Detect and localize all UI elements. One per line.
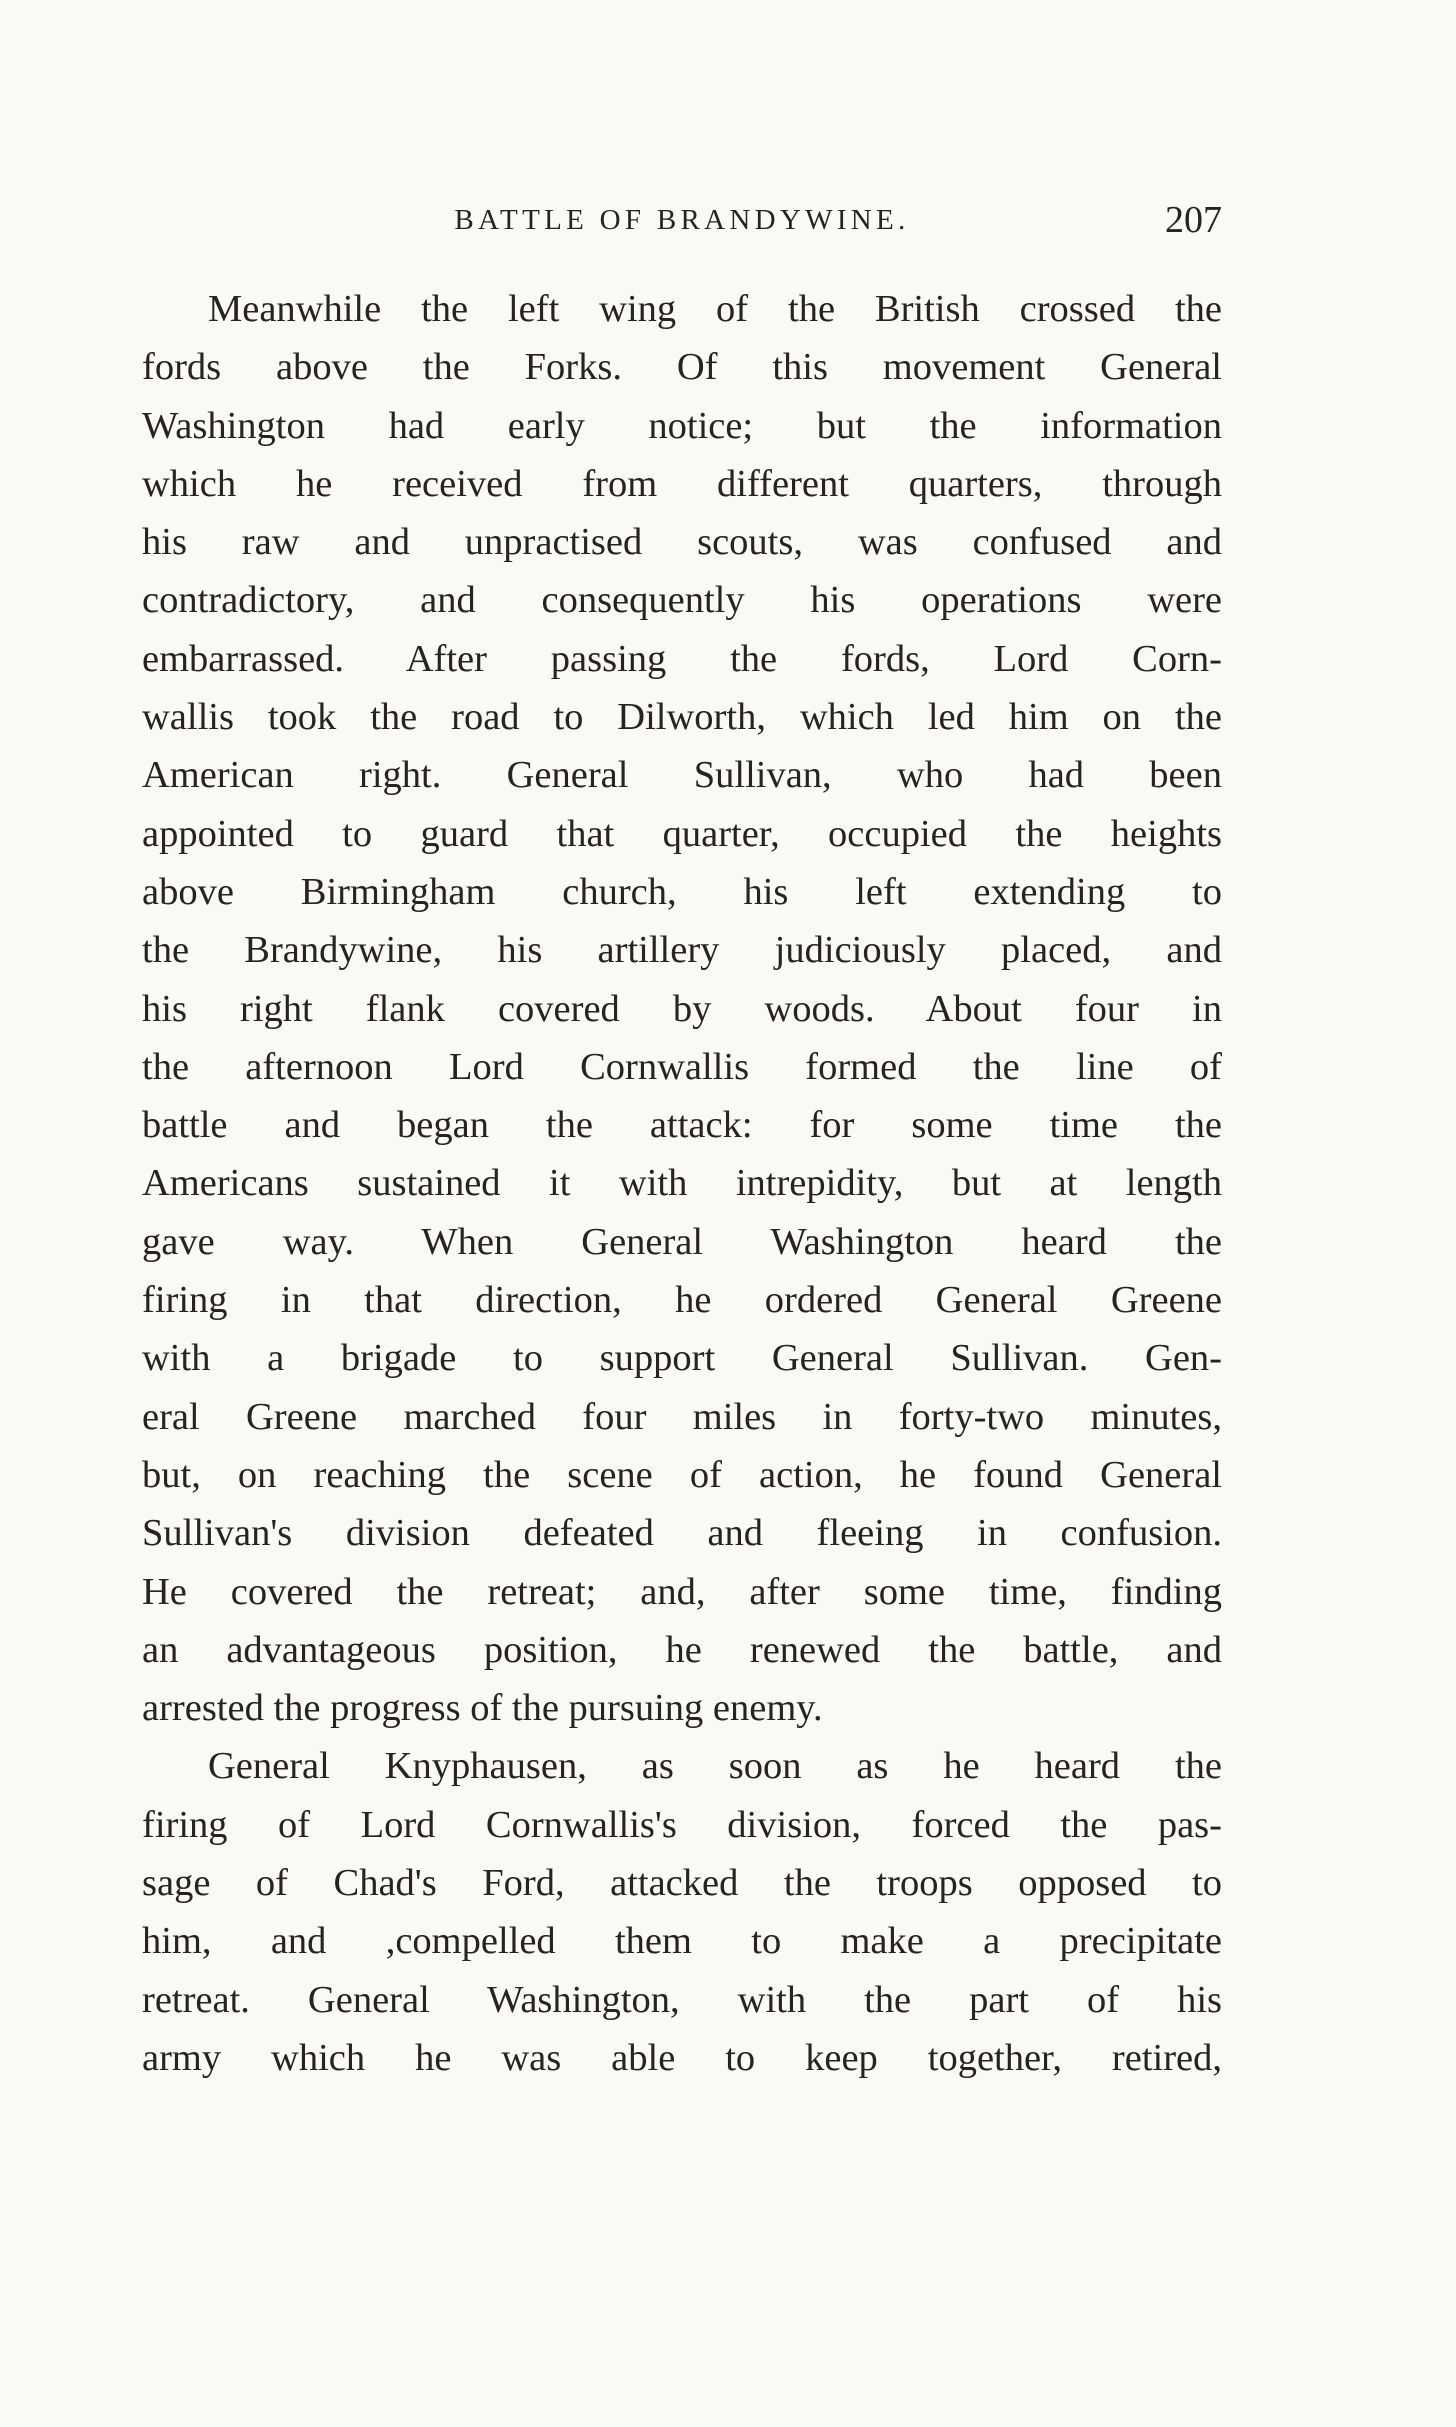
text-line: his right flank covered by woods. About four in — [142, 987, 1222, 1030]
text-line: American right. General Sullivan, who had been — [142, 754, 1222, 797]
text-line: gave way. When General Washington heard the — [142, 1220, 1222, 1263]
text-line: wallis took the road to Dilworth, which led him on the — [142, 696, 1222, 739]
text-line: He covered the retreat; and, after some time, finding — [142, 1570, 1222, 1613]
text-line: embarrassed. After passing the fords, Lord Corn- — [142, 637, 1222, 680]
text-line: Meanwhile the left wing of the British crossed the — [208, 288, 1222, 330]
text-line: with a brigade to support General Sullivan. Gen- — [142, 1337, 1222, 1380]
text-line: battle and began the attack: for some time the — [142, 1104, 1222, 1147]
text-line: appointed to guard that quarter, occupied the heights — [142, 812, 1222, 855]
text-line: the Brandywine, his artillery judiciously placed, and — [142, 929, 1222, 972]
text-line: arrested the progress of the pursuing enemy. — [142, 1687, 823, 1730]
text-line: General Knyphausen, as soon as he heard the — [208, 1745, 1222, 1788]
text-line: firing of Lord Cornwallis's division, forced the pas- — [142, 1803, 1222, 1846]
text-line: which he received from different quarters, through — [142, 462, 1222, 505]
text-line: retreat. General Washington, with the part of his — [142, 1978, 1222, 2021]
text-line: army which he was able to keep together, retired, — [142, 2036, 1222, 2079]
text-line: his raw and unpractised scouts, was confused and — [142, 521, 1222, 564]
text-line: Washington had early notice; but the information — [142, 404, 1222, 447]
text-line: sage of Chad's Ford, attacked the troops opposed to — [142, 1862, 1222, 1905]
text-line: fords above the Forks. Of this movement General — [142, 346, 1222, 389]
text-line: an advantageous position, he renewed the battle, and — [142, 1628, 1222, 1671]
text-line: firing in that direction, he ordered General Greene — [142, 1279, 1222, 1322]
text-line: but, on reaching the scene of action, he found General — [142, 1453, 1222, 1496]
page-number: 207 — [1165, 199, 1222, 241]
text-line: contradictory, and consequently his operations were — [142, 579, 1222, 622]
text-line: above Birmingham church, his left extending to — [142, 870, 1222, 913]
text-line: him, and ,compelled them to make a precipitate — [142, 1920, 1222, 1963]
text-line: the afternoon Lord Cornwallis formed the line of — [142, 1045, 1222, 1088]
text-line: Sullivan's division defeated and fleeing in confusion. — [142, 1512, 1222, 1555]
body-text — [142, 280, 1222, 2087]
text-line: eral Greene marched four miles in forty-two minutes, — [142, 1395, 1222, 1438]
text-line: Americans sustained it with intrepidity, but at length — [142, 1162, 1222, 1205]
running-head — [142, 198, 1222, 248]
running-title: BATTLE OF BRANDYWINE. — [454, 204, 910, 236]
